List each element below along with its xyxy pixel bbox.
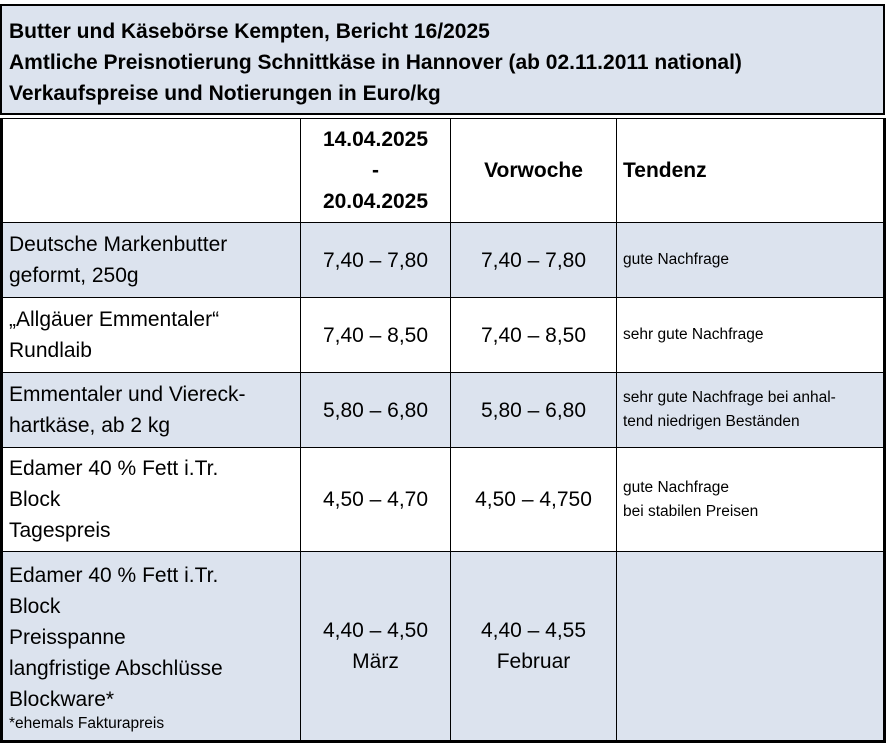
price-table xyxy=(0,118,886,743)
table-row xyxy=(3,552,884,741)
product-label: Edamer 40 % Fett i.Tr. Block Tagespreis xyxy=(3,448,301,552)
previous-price: 7,40 – 8,50 xyxy=(451,298,617,373)
current-price: 4,40 – 4,50 März xyxy=(301,552,451,741)
report-subtitle: Amtliche Preisnotierung Schnittkäse in Hannover (ab 02.11.2011 national) xyxy=(9,51,742,74)
previous-month: Februar xyxy=(496,650,571,673)
previous-price: 5,80 – 6,80 xyxy=(451,373,617,448)
current-price: 7,40 – 7,80 xyxy=(301,223,451,298)
trend-text: sehr gute Nachfrage bei anhal- tend niedrigen Beständen xyxy=(617,373,884,448)
current-price: 4,50 – 4,70 xyxy=(301,448,451,552)
trend-header: Tendenz xyxy=(617,119,884,223)
product-label: Emmentaler und Viereck- hartkäse, ab 2 kg xyxy=(3,373,301,448)
report-header xyxy=(0,4,885,115)
table-row xyxy=(3,298,884,373)
table-row xyxy=(3,373,884,448)
report-title: Butter und Käsebörse Kempten, Bericht 16/2025 xyxy=(9,20,490,43)
trend-text: gute Nachfrage xyxy=(617,223,884,298)
period-end: 20.04.2025 xyxy=(322,190,429,213)
current-price: 7,40 – 8,50 xyxy=(301,298,451,373)
period-start: 14.04.2025 xyxy=(322,128,429,151)
report-units: Verkaufspreise und Notierungen in Euro/kg xyxy=(9,82,441,105)
trend-text xyxy=(617,552,884,741)
footnote: *ehemals Fakturapreis xyxy=(9,714,165,732)
previous-price: 7,40 – 7,80 xyxy=(451,223,617,298)
trend-text: gute Nachfrage bei stabilen Preisen xyxy=(617,448,884,552)
empty-header-cell xyxy=(3,119,301,223)
current-period-header xyxy=(301,119,451,223)
trend-text: sehr gute Nachfrage xyxy=(617,298,884,373)
period-dash: - xyxy=(372,159,379,182)
current-month: März xyxy=(352,650,399,673)
product-label: „Allgäuer Emmentaler“ Rundlaib xyxy=(3,298,301,373)
table-row xyxy=(3,448,884,552)
table-header-row xyxy=(3,119,884,223)
table-row xyxy=(3,223,884,298)
previous-week-header: Vorwoche xyxy=(451,119,617,223)
product-label: Edamer 40 % Fett i.Tr. Block Preisspanne langfristige Abschlüsse Blockware* *ehemals Fakturapreis xyxy=(3,552,301,741)
current-price: 5,80 – 6,80 xyxy=(301,373,451,448)
previous-price: 4,50 – 4,750 xyxy=(451,448,617,552)
product-label: Deutsche Markenbutter geformt, 250g xyxy=(3,223,301,298)
previous-price: 4,40 – 4,55 Februar xyxy=(451,552,617,741)
